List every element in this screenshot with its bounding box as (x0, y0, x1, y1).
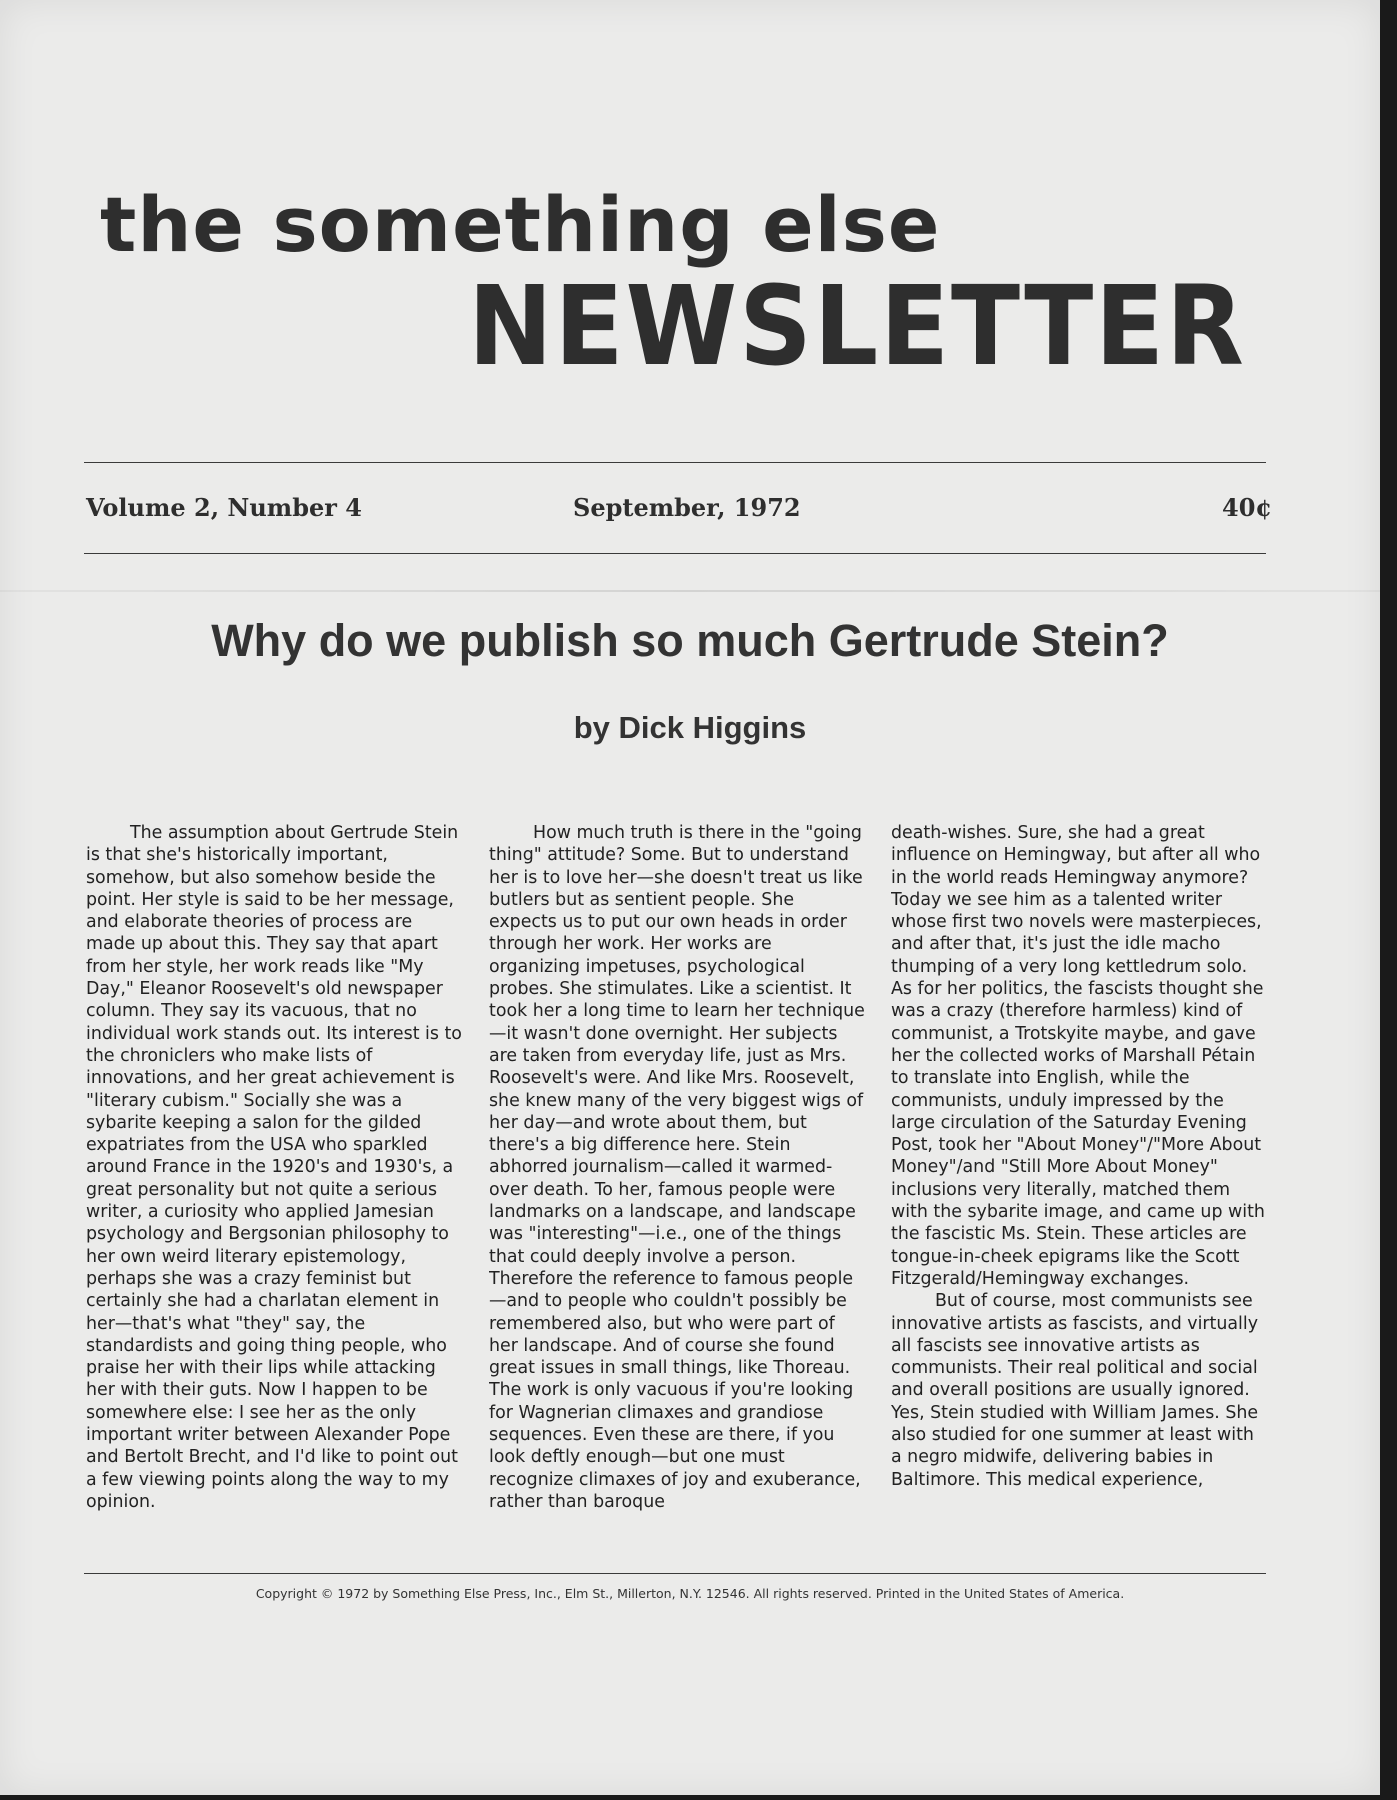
article-headline: Why do we publish so much Gertrude Stein? (211, 615, 1169, 666)
masthead-title-line1: the something else (100, 180, 941, 269)
article-column-2 (489, 822, 865, 1542)
footer-rule (84, 1573, 1266, 1574)
article-paragraph: The assumption about Gertrude Stein is that she's historically important, somehow, but also somehow beside the point. Her style is said to be her message, and elaborate theories of process are made up about this. They say that apart from her style, her work reads like "My Day," Eleanor Roosevelt's old newspaper column. They say its vacuous, that no individual work stands out. Its interest is to the chroniclers who make lists of innovations, and her great achievement is "literary cubism." Socially she was a sybarite keeping a salon for the gilded expatriates from the USA who sparkled around France in the 1920's and 1930's, a great personality but not quite a serious writer, a curiosity who applied Jamesian psychology and Bergsonian philosophy to her own weird literary epistemology, perhaps she was a crazy feminist but certainly she had a charlatan element in her—that's what "they" say, the standardists and going thing people, who praise her with their lips while attacking her with their guts. Now I happen to be somewhere else: I see her as the only important writer between Alexander Pope and Bertolt Brecht, and I'd like to point out a few viewing points along the way to my opinion. (86, 823, 462, 1512)
masthead-title-line2: NEWSLETTER (468, 262, 1246, 390)
article-paragraph: But of course, most communists see innovative artists as fascists, and virtually all fascists see innovative artists as communists. Their real political and social and overall positions are usually ignored. Yes, Stein studied with William James. She also studied for one summer at least with a negro midwife, delivering babies in Baltimore. This medical experience, (891, 1291, 1259, 1490)
issue-volume: Volume 2, Number 4 (86, 493, 362, 522)
article-paragraph: death-wishes. Sure, she had a great influence on Hemingway, but after all who in the world reads Hemingway anymore? Today we see him as a talented writer whose first two novels were masterpieces, and after that, it's just the idle macho thumping of a very long kettledrum solo. As for her politics, the fascists thought she was a crazy (therefore harmless) kind of communist, a Trotskyite maybe, and gave her the collected works of Marshall Pétain to translate into English, while the communists, unduly impressed by the large circulation of the Saturday Evening Post, took her "About Money"/"More About Money"/and "Still More About Money" inclusions very literally, matched them with the sybarite image, and came up with the fascistic Ms. Stein. These articles are tongue-in-cheek epigrams like the Scott Fitzgerald/Hemingway exchanges. (891, 823, 1265, 1289)
article-byline: by Dick Higgins (573, 710, 807, 745)
copyright-notice: Copyright © 1972 by Something Else Press, Inc., Elm St., Millerton, N.Y. 12546. All rights reserved. Printed in the United States of America. (255, 1586, 1125, 1601)
masthead-rule-top (84, 462, 1266, 463)
issue-date: September, 1972 (573, 493, 801, 522)
masthead-rule-bottom (84, 553, 1266, 554)
article-paragraph: How much truth is there in the "going thing" attitude? Some. But to understand her is to love her—she doesn't treat us like butlers but as sentient people. She expects us to put our own heads in order through her work. Her works are organizing impetuses, psychological probes. She stimulates. Like a scientist. It took her a long time to learn her technique—it wasn't done overnight. Her subjects are taken from everyday life, just as Mrs. Roosevelt's were. And like Mrs. Roosevelt, she knew many of the very biggest wigs of her day—and wrote about them, but there's a big difference here. Stein abhorred journalism—called it warmed-over death. To her, famous people were landmarks on a landscape, and landscape was "interesting"—i.e., one of the things that could deeply involve a person. Therefore the reference to famous people—and to people who couldn't possibly be remembered also, but who were part of her landscape. And of course she found great issues in small things, like Thoreau. The work is only vacuous if you're looking for Wagnerian climaxes and grandiose sequences. Even these are there, if you look deftly enough—but one must recognize climaxes of joy and exuberance, rather than baroque (489, 823, 865, 1512)
paper-fold-line (0, 590, 1380, 592)
article-column-1 (86, 822, 462, 1542)
issue-price: 40¢ (1222, 493, 1273, 522)
article-column-3 (891, 822, 1267, 1542)
